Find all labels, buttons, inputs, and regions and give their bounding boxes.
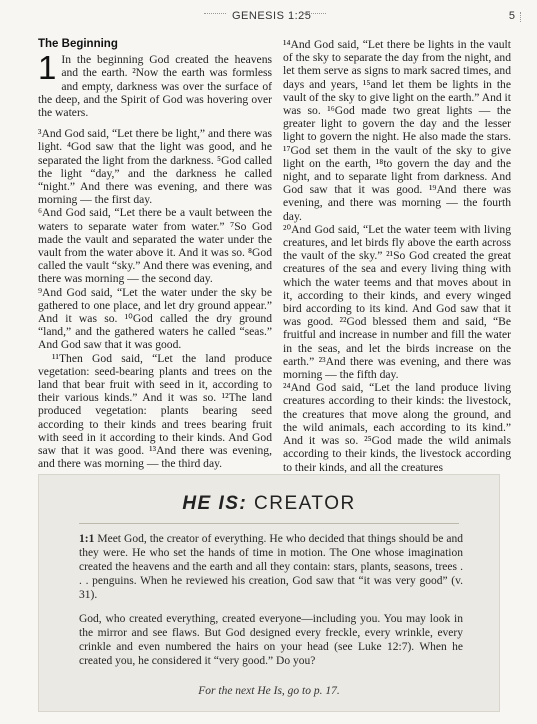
feature-paragraph — [79, 532, 463, 602]
feature-title-prefix: HE IS: — [182, 493, 248, 514]
verse-paragraph: ⁹And God said, “Let the water under the sky be gathered to one place, and let dry ground appear.” And it was so. ¹⁰God called the dry ground “land,” and the gathered waters he called “seas.” And God saw that it was good. — [38, 285, 272, 352]
feature-divider — [79, 523, 459, 524]
page-number: 5 — [508, 10, 515, 22]
left-column — [38, 38, 272, 471]
verse-paragraph: ²⁴And God said, “Let the land produce living creatures according to their kinds: the livestock, the creatures that move along the ground, and the wild animals, each according to its kind.” And it was so. ²⁵God made the wild animals according to their kinds, the livestock according to their kinds, and all the creatures — [283, 381, 511, 474]
feature-paragraph: God, who created everything, created everyone—including you. You may look in the mirror and see flaws. But God designed every freckle, every wrinkle, every crinkle and even numbered the hairs on your head (see Luke 12:7). When he created you, he considered it “very good.” Do you? — [79, 613, 463, 667]
page-header — [0, 10, 537, 26]
chapter-dropcap: 1 — [38, 49, 57, 87]
verse-paragraph: ³And God said, “Let there be light,” and there was light. ⁴God saw that the light was good, and he separated the light from the darkness. ⁵God called the light “day,” and the darkness he called “night.” And there was evening, and there was morning — the first day. — [38, 127, 272, 207]
verse-paragraph: ¹⁴And God said, “Let there be lights in the vault of the sky to separate the day from the night, and let them serve as signs to mark sacred times, and days and years, ¹⁵and let them be lights in the vault of the sky to give light on the earth.” And it was so. ¹⁶God made two great lights — the greater light to govern the day and the lesser light to govern the night. He also made the stars. ¹⁷God set them in the vault of the sky to give light on the earth, ¹⁸to govern the day and the night, and to separate light from darkness. And God saw that it was good. ¹⁹And there was evening, and there was morning — the fourth day. — [283, 38, 511, 223]
feature-title-name: CREATOR — [254, 493, 356, 514]
feature-verse-ref: 1:1 — [79, 533, 95, 545]
he-is-feature-box — [38, 474, 500, 712]
feature-body — [79, 532, 463, 678]
feature-title — [39, 493, 499, 515]
right-column — [283, 38, 511, 474]
verse-paragraph: In the beginning God created the heavens and the earth. ²Now the earth was formless and empty, darkness was over the surface of the deep, and the Spirit of God was hovering over the waters. — [38, 53, 272, 120]
verse-paragraph: ²⁰And God said, “Let the water teem with living creatures, and let birds fly above the earth across the vault of the sky.” ²¹So God created the great creatures of the sea and every living thing with which the water teems and that moves about in it, according to their kinds, and every winged bird according to its kind. And God saw that it was good. ²²God blessed them and said, “Be fruitful and increase in number and fill the water in the seas, and let the birds increase on the earth.” ²³And there was evening, and there was morning — the fifth day. — [283, 222, 511, 382]
feature-cross-reference[interactable]: For the next He Is, go to p. 17. — [198, 685, 340, 697]
verse-paragraph: ¹¹Then God said, “Let the land produce vegetation: seed-bearing plants and trees on the land that bear fruit with seed in it, according to their various kinds.” And it was so. ¹²The land produced vegetation: plants bearing seed according to their kinds and trees bearing fruit with seed in it according to their kinds. And God saw that it was good. ¹³And there was evening, and there was morning — the third day. — [38, 351, 272, 471]
verse-paragraph: ⁶And God said, “Let there be a vault between the waters to separate water from water.” ⁷So God made the vault and separated the water under the vault from the water above it. And it was so. ⁸God called the vault “sky.” And there was evening, and there was morning — the second day. — [38, 206, 272, 286]
section-heading: The Beginning — [38, 38, 118, 50]
running-reference: GENESIS 1:25 — [232, 10, 312, 22]
header-ornament-left — [204, 13, 226, 14]
header-ornament-right — [304, 13, 326, 14]
header-edge-mark — [520, 12, 523, 22]
feature-paragraph-text: Meet God, the creator of everything. He who decided that things should be and they were. He who set the hands of time in motion. The One whose imagination created the heavens and the earth and all they contain: stars, plants, seasons, trees . . . penguins. When he reviewed his creation, God saw that “it was very good” (v. 31). — [79, 533, 464, 601]
